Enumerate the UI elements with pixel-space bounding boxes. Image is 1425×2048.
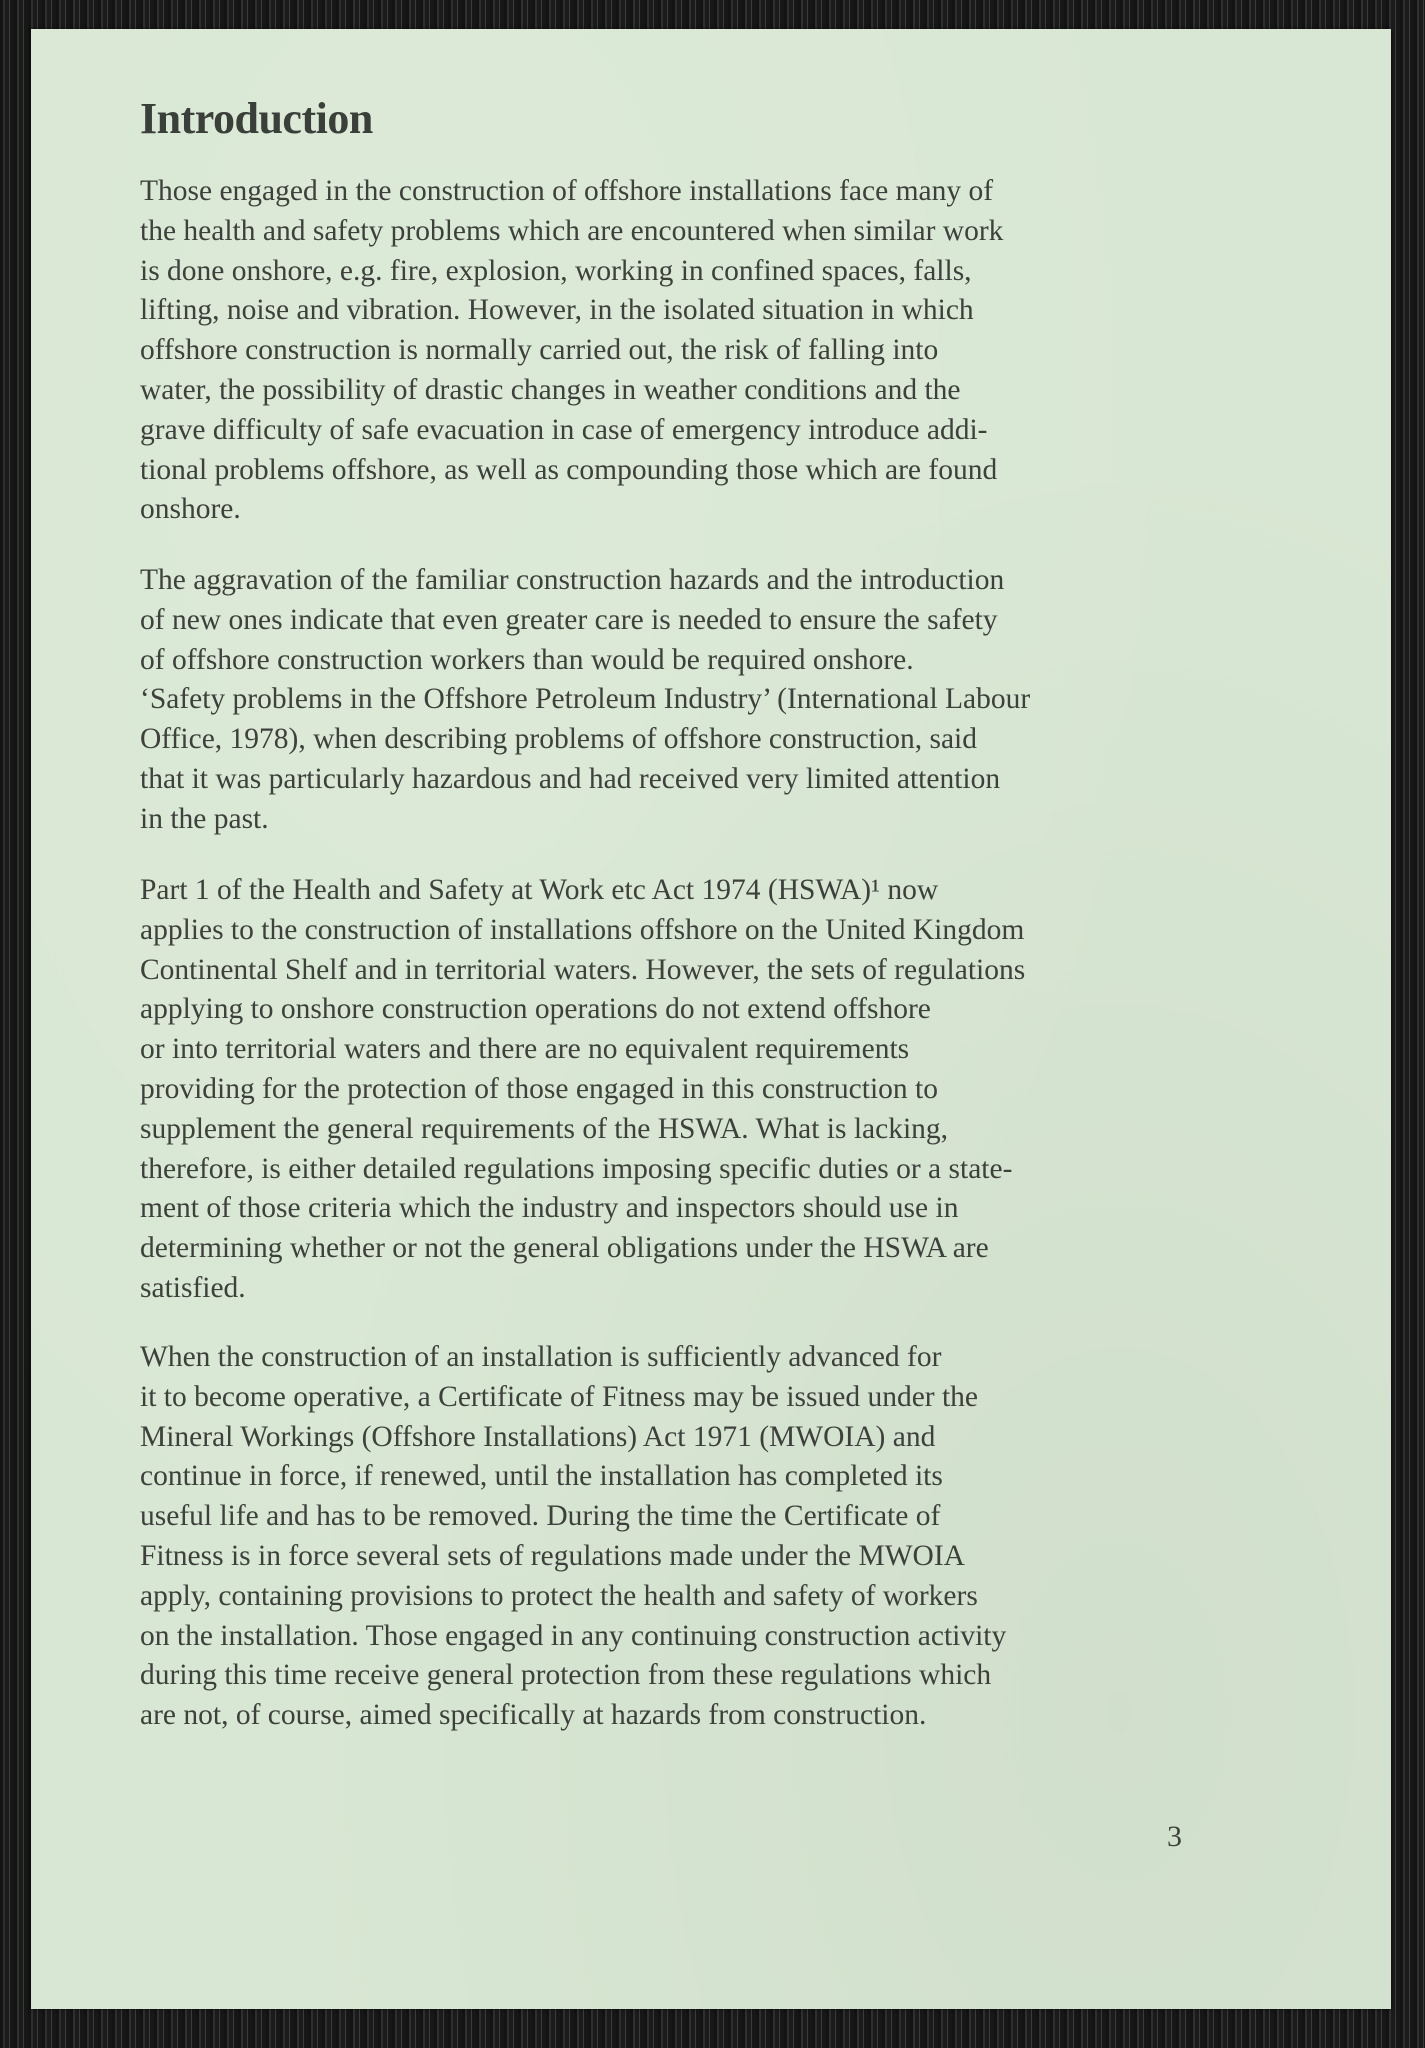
paragraph-hswa: Part 1 of the Health and Safety at Work etc Act 1974 (HSWA)¹ now applies to the construction of installations offshore on the United Kingdom Continental Shelf and in territorial waters. However, the sets of regulations applying to onshore construction operations do not extend offshore or into territorial waters and there are no equivalent requirements providing for the protection of those engaged in this construction to supplement the general requirements of the HSWA. What is lacking, therefore, is either detailed regulations imposing specific duties or a state- ment of those criteria which the industry and inspectors should use in determining whether or not the general obligations under the HSWA are satisfied.: [140, 874, 1026, 1304]
paragraph-certificate-of-fitness: When the construction of an installation is sufficiently advanced for it to become operative, a Certificate of Fitness may be issued under the Mineral Workings (Offshore Installations) Act 1971 (MWOIA) and continue in force, if renewed, until the installation has completed its useful life and has to be removed. During the time the Certificate of Fitness is in force several sets of regulations made under the MWOIA apply, containing provisions to protect the health and safety of workers on the installation. Those engaged in any continuing construction activity during this time receive general protection from these regulations which are not, of course, aimed specifically at hazards from construction.: [140, 1341, 1007, 1732]
document-page: [31, 29, 1391, 2009]
paragraph-aggravation: The aggravation of the familiar construction hazards and the introduction of new ones indicate that even greater care is needed to ensure the safety of offshore construction workers than would be required onshore. ‘Safety problems in the Offshore Petroleum Industry’ (International Labour Office, 1978), when describing problems of offshore construction, said that it was particularly hazardous and had received very limited attention in the past.: [140, 564, 1031, 835]
page-title: Introduction: [140, 94, 373, 143]
paragraph-intro-hazards: Those engaged in the construction of offshore installations face many of the health and safety problems which are encountered when similar work is done onshore, e.g. fire, explosion, working in confined spaces, falls, lifting, noise and vibration. However, in the isolated situation in which offshore construction is normally carried out, the risk of falling into water, the possibility of drastic changes in weather conditions and the grave difficulty of safe evacuation in case of emergency introduce addi- tional problems offshore, as well as compounding those which are found onshore.: [140, 175, 1004, 526]
page-number: 3: [1167, 1820, 1182, 1853]
